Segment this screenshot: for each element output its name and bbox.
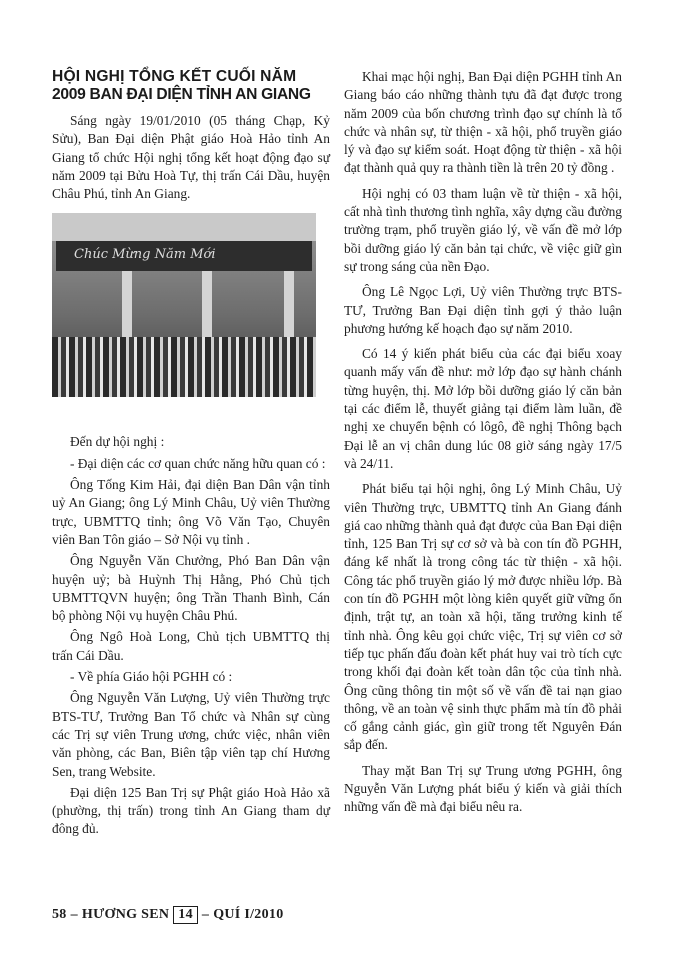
page-number: 58 bbox=[52, 907, 67, 922]
footer-dash: – bbox=[70, 907, 78, 922]
conference-photo bbox=[52, 213, 316, 397]
left-paragraph-1: Đến dự hội nghị : bbox=[70, 434, 165, 450]
issue-number: 14 bbox=[173, 906, 198, 924]
right-paragraph-5: Thay mặt Ban Trị sự Trung ương PGHH, ông Nguyễn Văn Lượng phát biểu ý kiến và giải thích những vấn đề mà đại biểu nêu ra. bbox=[344, 762, 622, 815]
left-paragraph-7: Ông Nguyễn Văn Lượng, Uỷ viên Thường trực BTS-TƯ, Trưởng Ban Tổ chức và Nhân sự cùng các Trị sự viên Trung ương, chức việc, nhân viên văn phòng, các Ban, Biên tập viên tạp chí Hương Sen, trang Website. bbox=[52, 690, 330, 779]
article-title bbox=[52, 68, 330, 104]
right-paragraph-3: Có 14 ý kiến phát biểu của các đại biểu xoay quanh mấy vấn đề như: mở lớp đạo sự hành chánh từng huyện, thị. Mở lớp bồi dưỡng giáo lý căn bản tại các điểm lễ, thuyết giảng tại điểm làm luần, đề nghị xe chuyển bệnh có lôgô, đề nghị Thông bạch Đại lễ an vị chân dung lúc 08 giờ sáng ngày 17/5 và 24/11. bbox=[344, 346, 622, 471]
title-line-2: 2009 BAN ĐẠI DIỆN TỈNH AN GIANG bbox=[52, 86, 311, 103]
left-paragraph-2: - Đại diện các cơ quan chức năng hữu quan có : bbox=[70, 455, 326, 471]
photo-crowd bbox=[52, 337, 316, 397]
right-paragraph-0: Khai mạc hội nghị, Ban Đại diện PGHH tỉnh An Giang báo cáo những thành tựu đã đạt được trong năm 2009 của bốn chương trình đạo sự chính là tổ chức và nhân sự, từ thiện - xã hội, phổ truyền giáo lý và đạo sự kiểm soát. Hoạt động từ thiện - xã hội đạt thành quả quy ra thành tiền là trên 20 tỷ đồng . bbox=[344, 69, 622, 176]
right-paragraph-2: Ông Lê Ngọc Lợi, Uỷ viên Thường trực BTS-TƯ, Trưởng Ban Đại diện tỉnh gợi ý thảo luận phương hướng kế hoạch đạo sự năm 2010. bbox=[344, 284, 622, 336]
right-column bbox=[344, 68, 622, 824]
left-paragraph-4: Ông Nguyễn Văn Chưởng, Phó Ban Dân vận huyện uỷ; bà Huỳnh Thị Hằng, Phó Chủ tịch UBMTTQVN huyện; ông Trần Thanh Bình, Cán bộ phòng Nội vụ huyện Châu Phú. bbox=[52, 553, 330, 624]
photo-roof bbox=[52, 213, 316, 241]
issue-period: QUÍ I/2010 bbox=[213, 907, 284, 922]
left-paragraph-8: Đại diện 125 Ban Trị sự Phật giáo Hoà Hảo xã (phường, thị trấn) trong tỉnh An Giang tham dự đông đủ. bbox=[52, 784, 330, 837]
left-paragraph-3: Ông Tống Kim Hải, đại diện Ban Dân vận tỉnh uỷ An Giang; ông Lý Minh Châu, Uỷ viên Thường trực, UBMTTQ tỉnh; ông Võ Văn Tạo, Chuyên viên Ban Tôn giáo – Sở Nội vụ tỉnh . bbox=[52, 477, 330, 547]
right-paragraph-4: Phát biểu tại hội nghị, ông Lý Minh Châu, Uỷ viên Thường trực, UBMTTQ tỉnh An Giang đánh giá cao những thành quả đạt được của Ban Đại diện tỉnh, 125 Ban Trị sự cơ sở và bà con tín đồ PGHH, đáng kể nhất là trong công tác từ thiện - xã hội. Công tác phổ truyền giáo lý mở được nhiều lớp. Bà con tín đồ PGHH một lòng kiên quyết giữ vững ổn định, trật tự, an toàn xã hội, tăng trưởng kinh tế tỉnh nhà. Ông kêu gọi chức việc, Trị sự viên cơ sở tiếp tục phấn đấu đoàn kết phát huy vai trò tích cực trong khối đại đoàn kết toàn dân tộc của tỉnh nhà. Ông cũng thông tin một số về vấn đề tai nạn giao thông, về an toàn vệ sinh thực phẩm mà tín đồ phải cố gắng cảnh giác, gìn giữ trong tết Nguyên Đán sắp đến. bbox=[344, 481, 622, 753]
left-column bbox=[52, 68, 330, 842]
left-paragraph-5: Ông Ngô Hoà Long, Chủ tịch UBMTTQ thị trấn Cái Dầu. bbox=[52, 629, 330, 663]
magazine-name: HƯƠNG SEN bbox=[81, 907, 170, 922]
left-paragraph-0: Sáng ngày 19/01/2010 (05 tháng Chạp, Kỷ Sửu), Ban Đại diện Phật giáo Hoà Hảo tỉnh An Giang tổ chức Hội nghị tổng kết hoạt động đạo sự năm 2009 tại Bửu Hoà Tự, thị trấn Cái Dầu, huyện Châu Phú, tỉnh An Giang. bbox=[52, 113, 330, 202]
footer-dash: – bbox=[201, 907, 210, 922]
photo-banner-text: Chúc Mừng Năm Mới bbox=[74, 247, 216, 263]
page-footer bbox=[52, 906, 284, 924]
left-paragraph-6: - Về phía Giáo hội PGHH có : bbox=[70, 669, 233, 685]
right-paragraph-1: Hội nghị có 03 tham luận về từ thiện - xã hội, cất nhà tình thương tình nghĩa, xây dựng cầu đường trường trạm, phổ truyền giáo lý, về vấn đề mở lớp bồi dưỡng giáo lý căn bản tại chức, về việc giữ gìn sự trong sáng của nền Đạo. bbox=[344, 185, 622, 274]
title-line-1: HỘI NGHỊ TỔNG KẾT CUỐI NĂM bbox=[52, 68, 297, 85]
